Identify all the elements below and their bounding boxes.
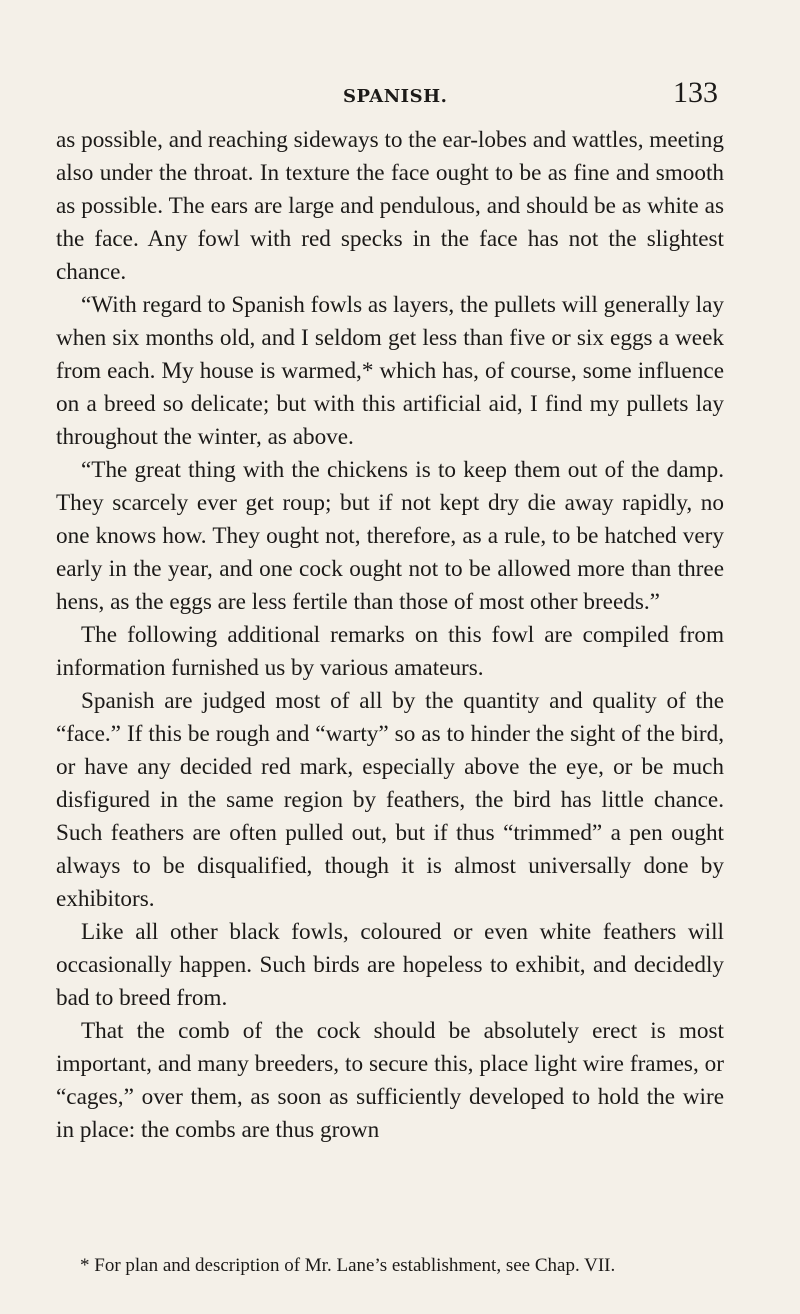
- paragraph: as possible, and reaching sideways to the ear-lobes and wattles, meeting also under the throat. In texture the face ought to be as fine and smooth as possible. The ears are large and pendulous, and should be as white as the face. Any fowl with red specks in the face has not the slightest chance.: [56, 127, 724, 285]
- paragraph: Spanish are judged most of all by the quantity and quality of the “face.” If this be rough and “warty” so as to hinder the sight of the bird, or have any decided red mark, especially above the eye, or be much disfigured in the same region by feathers, the bird has little chance. Such feathers are often pulled out, but if thus “trimmed” a pen ought always to be disqualified, though it is almost universally done by exhibitors.: [56, 688, 724, 912]
- page-number: 133: [673, 76, 718, 109]
- running-head: [0, 74, 800, 114]
- paragraph: “The great thing with the chickens is to keep them out of the damp. They scarcely ever get roup; but if not kept dry die away rapidly, no one knows how. They ought not, therefore, as a rule, to be hatched very early in the year, and one cock ought not to be allowed more than three hens, as the eggs are less fertile than those of most other breeds.”: [56, 457, 724, 615]
- paragraph: Like all other black fowls, coloured or even white feathers will occasionally happen. Such birds are hopeless to exhibit, and decidedly bad to breed from.: [56, 919, 724, 1011]
- paragraph: The following additional remarks on this fowl are compiled from information furnished us by various amateurs.: [56, 622, 724, 681]
- paragraph: “With regard to Spanish fowls as layers, the pullets will generally lay when six months old, and I seldom get less than five or six eggs a week from each. My house is warmed,* which has, of course, some influence on a breed so delicate; but with this artificial aid, I find my pullets lay throughout the winter, as above.: [56, 292, 724, 450]
- body-text: [56, 124, 724, 1147]
- section-title: SPANISH.: [343, 86, 448, 107]
- footnote: * For plan and description of Mr. Lane’s establishment, see Chap. VII.: [80, 1255, 616, 1276]
- paragraph: That the comb of the cock should be absolutely erect is most important, and many breeders, to secure this, place light wire frames, or “cages,” over them, as soon as sufficiently developed to hold the wire in place: the combs are thus grown: [56, 1018, 724, 1143]
